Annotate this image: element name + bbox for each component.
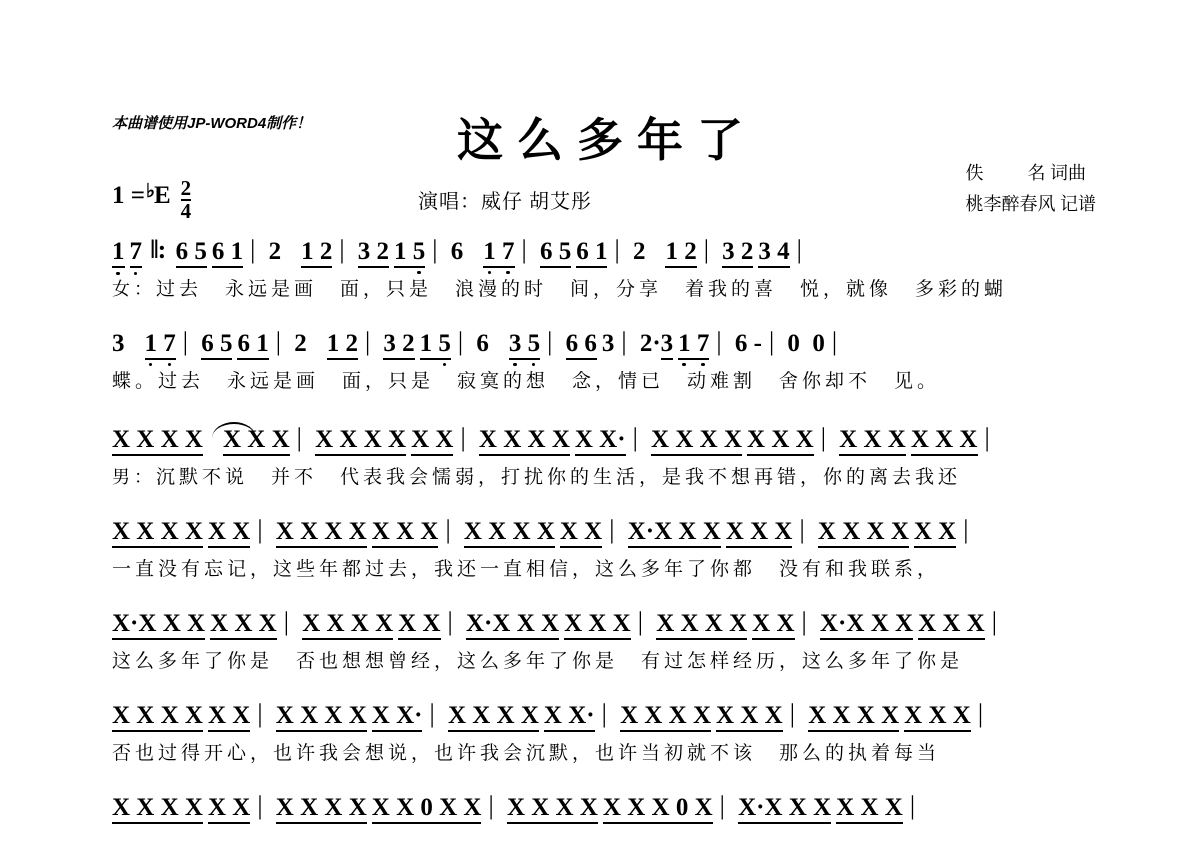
- system-5: [0, 608, 1200, 680]
- system-7-notes: X X X X X X | X X X X X X 0 X X | X X X X X X X 0 X | X·X X X X X X |: [0, 792, 1200, 830]
- credit-author: 佚: [965, 163, 984, 183]
- tie-slur: [212, 422, 256, 438]
- system-3: [0, 424, 1200, 496]
- system-6: [0, 700, 1200, 772]
- system-4-lyrics: [0, 554, 1200, 588]
- system-1-notes: 1 7 ‖: 6 5 6 1 | 2 1 2 | 3 2 1 5 | 6 1 7 | 6 5 6 1 | 2 1 2 | 3 2 3 4 |: [0, 236, 1200, 274]
- repeat-start-icon: ‖:: [150, 235, 166, 264]
- system-2-lyric-text: 蝶。过去 永远是画 面，只是 寂寞的想 念，情已 动难割 舍你却不 见。: [112, 371, 941, 392]
- credit-author2: 名 词曲: [1027, 163, 1086, 183]
- system-5-lyric-text: 这么多年了你是 否也想想曾经，这么多年了你是 有过怎样经历，这么多年了你是: [112, 651, 964, 672]
- system-7: [0, 792, 1200, 830]
- time-signature: [181, 178, 192, 222]
- singer-line: 演唱：威仔 胡艾彤: [418, 191, 592, 213]
- system-4-lyric-text: 一直没有忘记，这些年都过去，我还一直相信，这么多年了你都 没有和我联系，: [112, 559, 941, 580]
- key-note: E: [153, 182, 171, 209]
- credit-block: [966, 158, 1097, 220]
- system-2: [0, 328, 1200, 400]
- system-3-lyrics: [0, 462, 1200, 496]
- credit-author-row: [966, 158, 1097, 189]
- flat-sign: ♭: [146, 181, 155, 202]
- system-1-lyric-text: 过去 永远是画 面，只是 浪漫的时 间，分享 着我的喜 悦，就像 多彩的蝴: [156, 279, 1008, 300]
- system-1-role: 女：: [112, 279, 156, 299]
- system-6-lyrics: [0, 738, 1200, 772]
- system-2-lyrics: [0, 366, 1200, 400]
- system-3-role: 男：: [112, 467, 156, 487]
- system-1: [0, 236, 1200, 308]
- maker-note: 本曲谱使用JP-WORD4制作！: [112, 115, 312, 132]
- key-signature: [112, 176, 192, 226]
- time-signature-denominator: 4: [180, 199, 192, 223]
- system-4: [0, 516, 1200, 588]
- system-4-notes: X X X X X X | X X X X X X X | X X X X X X | X·X X X X X X | X X X X X X |: [0, 516, 1200, 554]
- page-title: 这么多年了: [457, 115, 757, 166]
- system-3-notes: X X X X X X X | X X X X X X | X X X X X X· | X X X X X X X | X X X X X X |: [0, 424, 1200, 462]
- system-3-lyric-text: 沉默不说 并不 代表我会懦弱，打扰你的生活，是我不想再错，你的离去我还: [156, 467, 962, 488]
- system-5-lyrics: [0, 646, 1200, 680]
- key-label: 1 =: [112, 182, 145, 209]
- system-1-lyrics: [0, 274, 1200, 308]
- system-6-notes: X X X X X X | X X X X X X· | X X X X X X· | X X X X X X X | X X X X X X X |: [0, 700, 1200, 738]
- credit-notator-row: 桃李醉春风 记谱: [965, 194, 1096, 214]
- time-signature-numerator: 2: [180, 176, 192, 200]
- system-5-notes: X·X X X X X X | X X X X X X | X·X X X X X X | X X X X X X | X·X X X X X X |: [0, 608, 1200, 646]
- system-2-notes: 3 1 7 | 6 5 6 1 | 2 1 2 | 3 2 1 5 | 6 3 5 | 6 6 3 | 2·3 1 7 | 6 - | 0 0 |: [0, 328, 1200, 366]
- system-6-lyric-text: 否也过得开心，也许我会想说，也许我会沉默，也许当初就不该 那么的执着每当: [112, 743, 941, 764]
